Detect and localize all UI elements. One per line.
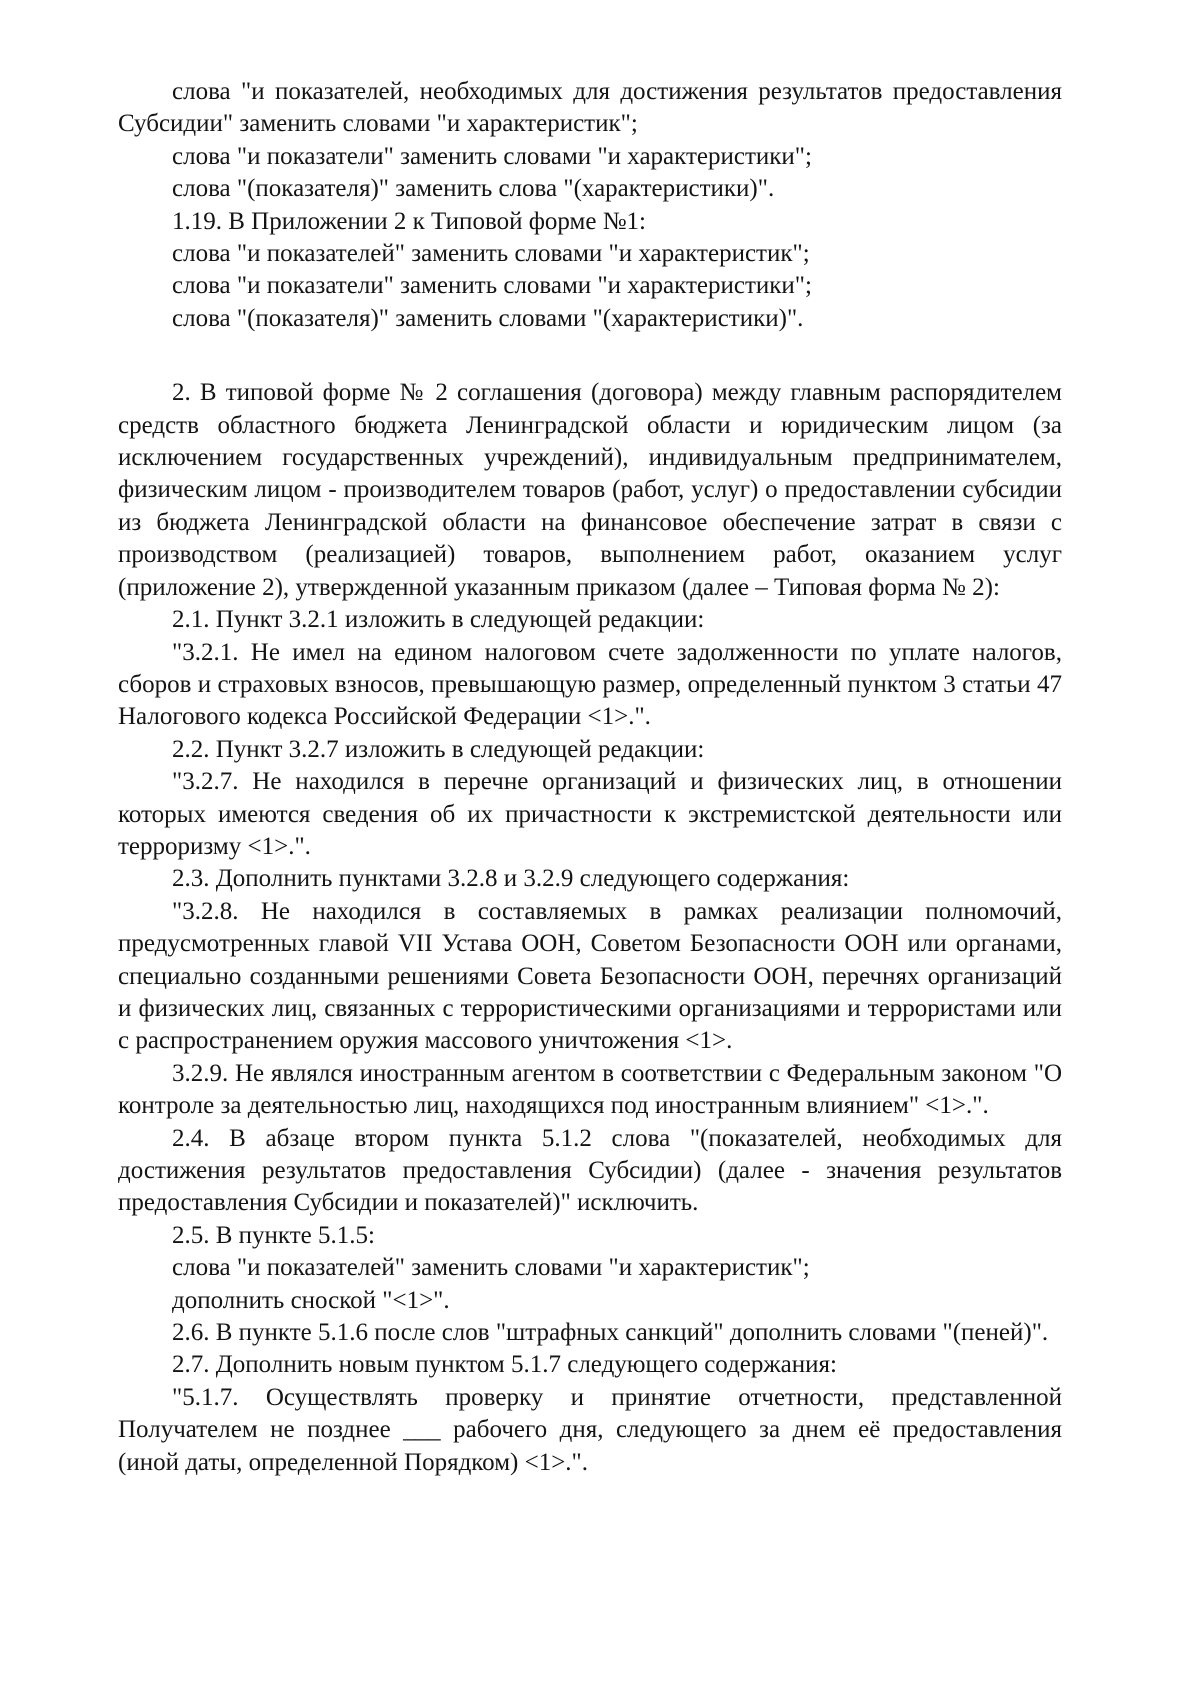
section-heading: 2.7. Дополнить новым пунктом 5.1.7 следующего содержания: xyxy=(172,1351,837,1379)
paragraph: "5.1.7. Осуществлять проверку и принятие отчетности, представленной Получателем не позднее ___ рабочего дня, следующего за днем её предоставления (иной даты, определенной Порядком) <1>.". xyxy=(118,1383,1062,1476)
paragraph: слова "и показателей, необходимых для достижения результатов предоставления Субсидии" заменить словами "и характеристик"; xyxy=(118,78,1062,138)
section-heading: 2.5. В пункте 5.1.5: xyxy=(172,1221,375,1249)
paragraph: дополнить сноской "<1>". xyxy=(172,1286,450,1314)
paragraph: "3.2.1. Не имел на едином налоговом счете задолженности по уплате налогов, сборов и страховых взносов, превышающую размер, определенный пунктом 3 статьи 47 Налогового кодекса Российской Федерации <1>.". xyxy=(118,638,1062,731)
section-spacer xyxy=(118,335,1062,377)
document-page xyxy=(118,76,1062,1479)
paragraph: слова "и показателей" заменить словами "и характеристик"; xyxy=(172,240,810,268)
section-heading: 2.3. Дополнить пунктами 3.2.8 и 3.2.9 следующего содержания: xyxy=(172,865,850,893)
section-intro: 2. В типовой форме № 2 соглашения (договора) между главным распорядителем средств областного бюджета Ленинградской области и юридическим лицом (за исключением государственных учреждений), индивидуальным предпринимателем, физическим лицом - производителем товаров (работ, услуг) о предоставлении субсидии из бюджета Ленинградской области на финансовое обеспечение затрат в связи с производством (реализацией) товаров, выполнением работ, оказанием услуг (приложение 2), утвержденной указанным приказом (далее – Типовая форма № 2): xyxy=(118,379,1062,601)
paragraph: "3.2.7. Не находился в перечне организаций и физических лиц, в отношении которых имеются сведения об их причастности к экстремистской деятельности или терроризму <1>.". xyxy=(118,768,1062,860)
paragraph: слова "(показателя)" заменить словами "(характеристики)". xyxy=(172,304,804,332)
paragraph: "3.2.8. Не находился в составляемых в рамках реализации полномочий, предусмотренных главой VII Устава ООН, Советом Безопасности ООН или органами, специально созданными решениями Совета Безопасности ООН, перечнях организаций и физических лиц, связанных с террористическими организациями и террористами или с распространением оружия массового уничтожения <1>. xyxy=(118,897,1062,1055)
paragraph: слова "и показателей" заменить словами "и характеристик"; xyxy=(172,1254,810,1282)
amendment-block-2 xyxy=(118,377,1062,1479)
paragraph: 3.2.9. Не являлся иностранным агентом в соответствии с Федеральным законом "О контроле за деятельностью лиц, находящихся под иностранным влиянием" <1>.". xyxy=(118,1059,1062,1120)
amendment-block-1 xyxy=(118,76,1062,335)
section-heading: 1.19. В Приложении 2 к Типовой форме №1: xyxy=(172,207,646,235)
paragraph: слова "(показателя)" заменить слова "(характеристики)". xyxy=(172,175,775,203)
paragraph: слова "и показатели" заменить словами "и характеристики"; xyxy=(172,272,812,300)
paragraph: слова "и показатели" заменить словами "и характеристики"; xyxy=(172,142,812,170)
paragraph: 2.4. В абзаце втором пункта 5.1.2 слова "(показателей, необходимых для достижения результатов предоставления Субсидии) (далее - значения результатов предоставления Субсидии и показателей)" исключить. xyxy=(118,1124,1062,1217)
section-heading: 2.1. Пункт 3.2.1 изложить в следующей редакции: xyxy=(172,606,705,634)
paragraph: 2.6. В пункте 5.1.6 после слов "штрафных санкций" дополнить словами "(пеней)". xyxy=(172,1319,1049,1347)
section-heading: 2.2. Пункт 3.2.7 изложить в следующей редакции: xyxy=(172,735,705,763)
